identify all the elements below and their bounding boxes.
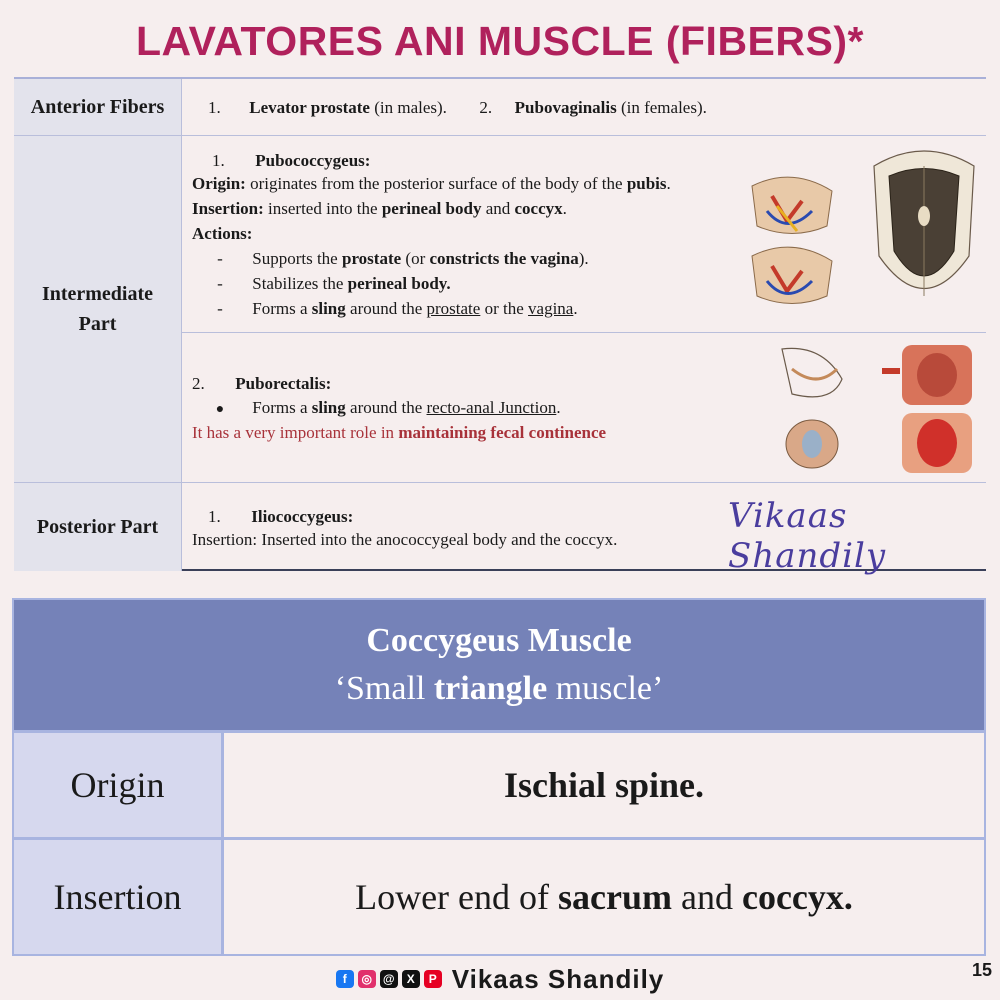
page-title: LAVATORES ANI MUSCLE (FIBERS)* [136,18,864,64]
puborectalis-cell [182,333,986,482]
action-item: - Forms a sling around the prostate or the vagina. [217,299,578,318]
coccygeus-header [14,600,984,730]
origin-label: Origin [14,733,224,837]
insertion-value: Lower end of sacrum and coccyx. [224,840,984,954]
puborectalis-bullet: ● Forms a sling around the recto-anal Junction. [215,398,561,417]
pubococcygeus-origin: Origin: originates from the posterior surface of the body of the pubis. [192,174,671,193]
fecal-continence-note: It has a very important role in maintaining fecal continence [192,423,607,442]
intermediate-part-label: Intermediate Part [14,136,182,482]
pelvic-diaphragm-illustration [854,136,994,326]
pubococcygeus-heading: 1. Pubococcygeus: [212,151,371,170]
footer [0,962,1000,996]
page-number: 15 [971,960,992,980]
origin-value: Ischial spine. [224,733,984,837]
coccygeus-subtitle: ‘Small triangle muscle’ [334,670,664,707]
coccygeus-table [12,598,986,956]
pelvic-floor-section-illustration [732,166,862,316]
x-icon[interactable]: X [402,970,420,988]
author-signature: Vikaas Shandily [728,496,887,576]
pubococcygeus-cell [182,136,986,332]
posterior-part-label: Posterior Part [14,483,182,571]
anterior-fibers-label: Anterior Fibers [14,79,182,135]
puborectalis-diagram-illustration [762,339,872,474]
coccygeus-title: Coccygeus Muscle [366,622,632,659]
puborectalis-heading: 2. Puborectalis: [192,374,332,393]
action-item: - Stabilizes the perineal body. [217,274,451,293]
pubococcygeus-insertion: Insertion: inserted into the perineal body and coccyx. [192,199,567,218]
instagram-icon[interactable]: ◎ [358,970,376,988]
pubovaginalis: Pubovaginalis [514,98,617,117]
insertion-label: Insertion [14,840,224,954]
iliococcygeus-heading: 1. Iliococcygeus: [208,507,354,526]
anterior-fibers-items: 1. Levator prostate (in males). 2. Pubovaginalis (in females). [208,98,707,117]
iliococcygeus-insertion: Insertion: Inserted into the anococcygeal body and the coccyx. [192,530,618,549]
facebook-icon[interactable]: f [336,970,354,988]
footer-brand: Vikaas Shandily [451,963,665,994]
pubococcygeus-actions-label: Actions: [192,224,253,243]
pinterest-icon[interactable]: P [424,970,442,988]
anterior-fibers-cell [182,79,986,135]
threads-icon[interactable]: @ [380,970,398,988]
pelvic-floor-photo-illustration [882,343,992,478]
levator-prostate: Levator prostate [249,98,370,117]
action-item: - Supports the prostate (or constricts the vagina). [217,249,589,268]
